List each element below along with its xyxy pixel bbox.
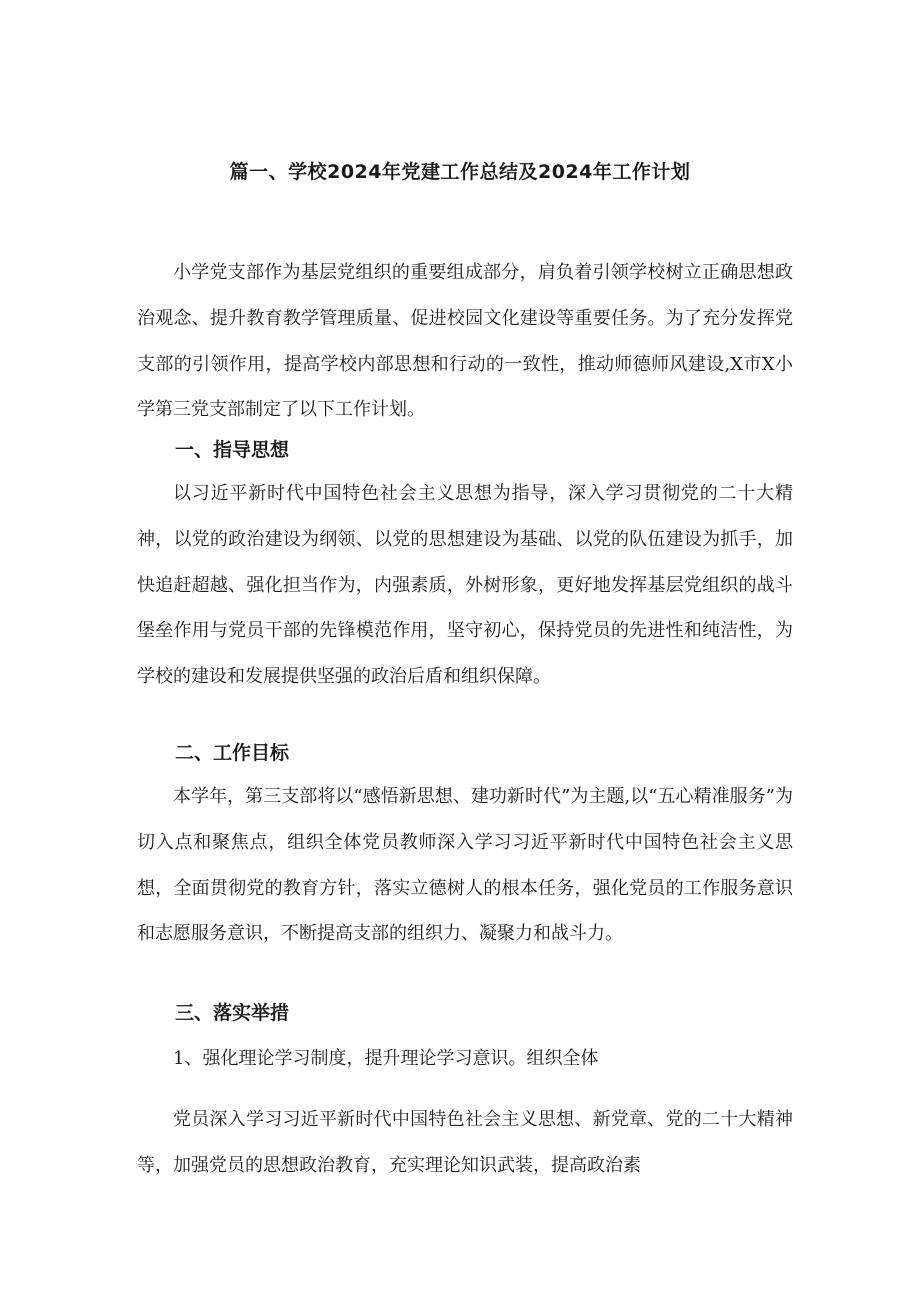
intro-paragraph: 小学党支部作为基层党组织的重要组成部分，肩负着引领学校树立正确思想政治观念、提升教育教学管理质量、促进校园文化建设等重要任务。为了充分发挥党支部的引领作用，提高学校内部思想和行动的一致性，推动师德师风建设,X市X小学第三党支部制定了以下工作计划。: [137, 262, 793, 421]
measure-item-1: 1、强化理论学习制度，提升理论学习意识。组织全体: [173, 1048, 599, 1069]
document-title: 篇一、学校2024年党建工作总结及2024年工作计划: [229, 161, 691, 183]
section-heading-guiding-thought: 一、指导思想: [175, 439, 290, 461]
section-paragraph-guiding-thought: 以习近平新时代中国特色社会主义思想为指导，深入学习贯彻党的二十大精神，以党的政治建设为纲领、以党的思想建设为基础、以党的队伍建设为抓手，加快追赶超越、强化担当作为，内强素质，外树形象，更好地发挥基层党组织的战斗堡垒作用与党员干部的先锋模范作用，坚守初心，保持党员的先进性和纯洁性，为学校的建设和发展提供坚强的政治后盾和组织保障。: [137, 483, 793, 688]
section-heading-measures: 三、落实举措: [175, 1002, 290, 1024]
section-paragraph-work-goals: 本学年，第三支部将以“感悟新思想、建功新时代”为主题,以“五心精准服务”为切入点和聚焦点，组织全体党员教师深入学习习近平新时代中国特色社会主义思想，全面贯彻党的教育方针，落实立德树人的根本任务，强化党员的工作服务意识和志愿服务意识，不断提高支部的组织力、凝聚力和战斗力。: [137, 786, 793, 945]
section-heading-work-goals: 二、工作目标: [175, 742, 290, 764]
section-paragraph-measures: 党员深入学习习近平新时代中国特色社会主义思想、新党章、党的二十大精神等，加强党员的思想政治教育，充实理论知识武装，提高政治素: [137, 1109, 793, 1176]
